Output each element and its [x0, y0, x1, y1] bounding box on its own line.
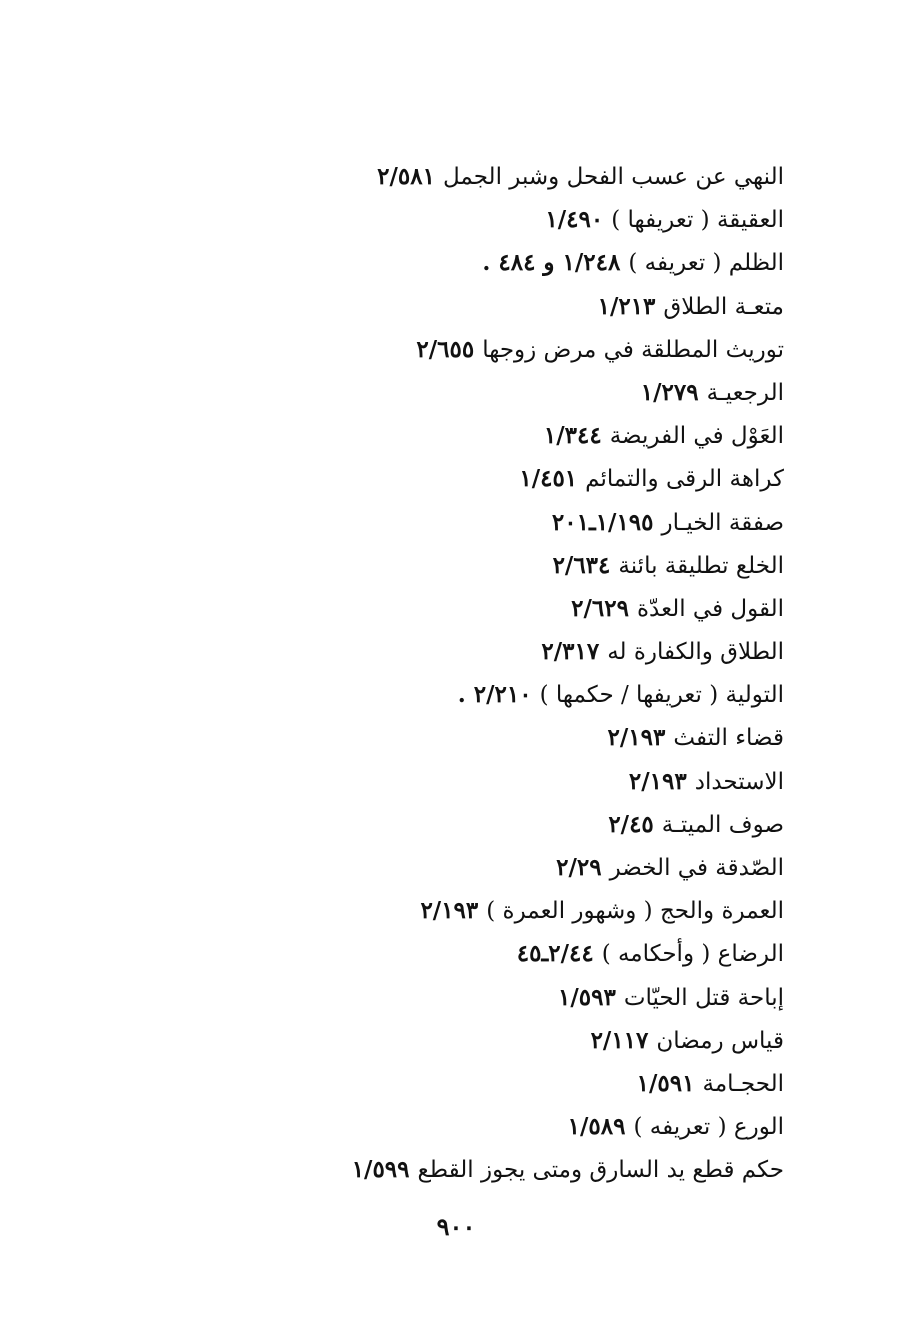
index-entry-reference: ١/٢١٣ [597, 292, 656, 320]
index-entry-reference: ٢/١١٧ [590, 1026, 649, 1054]
index-entry-term: توريث المطلقة في مرض زوجها [482, 336, 784, 363]
index-entry-term: الخلع تطليقة بائنة [618, 552, 784, 579]
index-entry [224, 457, 784, 500]
index-entry-reference: ١/٤٥١ [519, 465, 578, 493]
index-entry-reference: ١/٢٤٨ و ٤٨٤ . [482, 249, 621, 277]
index-entry-reference: ٢/٦٢٩ [571, 594, 629, 622]
index-entry-term: الصّدقة في الخضر [609, 855, 784, 881]
index-entry [224, 155, 784, 198]
index-entry [224, 673, 784, 716]
index-entry-term: العمرة والحج ( وشهور العمرة ) [486, 898, 784, 925]
index-entry [224, 1019, 784, 1062]
index-entry [224, 285, 784, 328]
index-entry-reference: ٢/٥٨١ [377, 163, 435, 190]
index-entry-reference: ٢/٤٥ [608, 810, 654, 838]
index-entry-reference: ١/٥٩١ [636, 1069, 695, 1097]
index-entry [224, 976, 784, 1019]
index-entry [224, 198, 784, 241]
index-entry [224, 716, 784, 759]
index-entry-reference: ١/٥٨٩ [567, 1113, 626, 1141]
index-entry-reference: ١/٤٩٠ [545, 206, 604, 234]
index-entry [224, 846, 784, 889]
index-entry-term: الورع ( تعريفه ) [633, 1114, 784, 1141]
index-entry-term: العقيقة ( تعريفها ) [611, 207, 784, 234]
index-entry-term: العَوْل في الفريضة [609, 423, 784, 450]
index-entry-term: حكم قطع يد السارق ومتى يجوز القطع [417, 1157, 784, 1184]
index-entry-reference: ٢/٣١٧ [541, 638, 600, 666]
index-entry-term: الطلاق والكفارة له [607, 639, 784, 666]
index-entry-reference: ١/٢٧٩ [640, 378, 699, 406]
index-entry-list [224, 155, 784, 1192]
index-entry-term: النهي عن عسب الفحل وشبر الجمل [443, 164, 784, 190]
index-entry-term: الحجـامة [702, 1070, 784, 1097]
index-entry-term: الرضاع ( وأحكامه ) [601, 941, 784, 968]
page-number: ٩٠٠ [436, 1212, 476, 1241]
index-entry-reference: ١/٥٩٩ [351, 1156, 410, 1184]
index-entry [224, 803, 784, 846]
index-entry-term: الاستحداد [694, 768, 784, 795]
index-entry [224, 932, 784, 975]
index-entry-term: قضاء التفث [673, 725, 784, 752]
index-entry [224, 889, 784, 932]
index-entry-term: القول في العدّة [636, 595, 784, 622]
index-entry [224, 1062, 784, 1105]
index-entry-term: إباحة قتل الحيّات [623, 984, 784, 1011]
index-entry-term: متعـة الطلاق [663, 293, 784, 320]
index-entry-reference: ٢/٦٥٥ [416, 335, 475, 363]
index-entry [224, 328, 784, 371]
index-entry-term: الظلم ( تعريفه ) [628, 250, 784, 277]
index-entry [224, 544, 784, 587]
index-entry-term: صفقة الخيـار [661, 509, 784, 536]
index-entry-reference: ٢/٢٩ [556, 854, 602, 881]
index-entry-reference: ٢/١٩٣ [420, 897, 479, 925]
index-entry [224, 587, 784, 630]
index-entry-term: صوف الميتـة [661, 811, 784, 838]
index-entry-reference: ١/٣٤٤ [543, 422, 602, 450]
index-entry-reference: ٢/١٩٣ [628, 767, 687, 795]
index-entry-reference: ٢/١٩٣ [607, 724, 666, 752]
index-entry [224, 501, 784, 544]
index-entry-reference: ٢/٤٤ـ٤٥ [516, 940, 594, 968]
index-entry [224, 241, 784, 284]
index-entry [224, 1148, 784, 1191]
index-entry-term: التولية ( تعريفها / حكمها ) [539, 682, 784, 709]
index-entry-term: قياس رمضان [656, 1027, 784, 1054]
index-entry-reference: ١/٥٩٣ [558, 983, 616, 1011]
index-entry-reference: ٢/٢١٠ . [457, 681, 532, 709]
index-entry [224, 1105, 784, 1148]
index-entry [224, 760, 784, 803]
index-entry-term: كراهة الرقى والتمائم [585, 466, 784, 493]
index-entry-reference: ١/١٩٥ـ٢٠١ [551, 508, 654, 536]
index-entry-term: الرجعيـة [706, 379, 784, 406]
index-entry-reference: ٢/٦٣٤ [552, 551, 611, 579]
index-entry [224, 414, 784, 457]
index-entry [224, 630, 784, 673]
index-entry [224, 371, 784, 414]
